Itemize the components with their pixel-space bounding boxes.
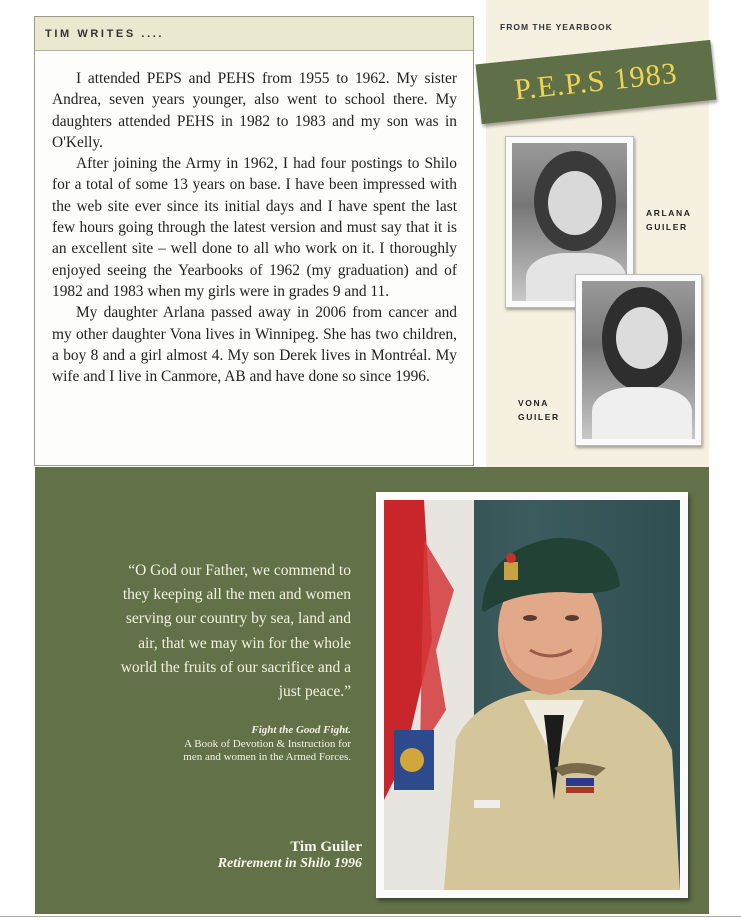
- quote-source: [75, 724, 351, 765]
- letter-paragraph-2: After joining the Army in 1962, I had four postings to Shilo for a total of some 13 years on base. I have been impressed with the web site ever since its initial days and I have spent the last few hours going through the latest version and must say that it is an excellent site – well done to all who work on it. I thoroughly enjoyed seeing the Yearbooks of 1962 (my graduation) and of 1982 and 1983 when my girls were in grades 9 and 11.: [52, 155, 457, 300]
- letter-title: TIM WRITES ....: [45, 27, 165, 40]
- caption-arlana: ARLANA GUILER: [646, 208, 692, 232]
- photo-vona-image: [582, 281, 695, 439]
- yearbook-banner: [476, 40, 717, 124]
- tribute-panel: [35, 467, 709, 914]
- yearbook-label: FROM THE YEARBOOK: [500, 22, 613, 32]
- yearbook-photo-vona: [575, 274, 702, 446]
- portrait-photo: [384, 500, 680, 890]
- letter-box: [34, 16, 474, 466]
- yearbook-sidebar: [486, 0, 709, 468]
- signature-role: Retirement in Shilo 1996: [217, 856, 362, 871]
- letter-paragraph-1: I attended PEPS and PEHS from 1955 to 1962. My sister Andrea, seven years younger, also went to school there. My daughters attended PEHS in 1982 to 1983 and my son was in O'Kelly.: [52, 70, 457, 151]
- caption-vona: VONA GUILER: [518, 398, 560, 422]
- banner-title: P.E.P.S 1983: [512, 56, 680, 107]
- letter-paragraph-3: My daughter Arlana passed away in 2006 from cancer and my other daughter Vona lives in Winnipeg. She has two children, a boy 8 and a girl almost 4. My son Derek lives in Montréal. My wife and I live in Canmore, AB and have done so since 1996.: [52, 304, 457, 386]
- portrait-frame: [376, 492, 688, 898]
- page-bottom-rule: [0, 916, 741, 917]
- signature: [155, 839, 362, 872]
- quote-source-title: Fight the Good Fight.: [251, 724, 351, 736]
- signature-name: Tim Guiler: [290, 839, 362, 855]
- letter-header: [35, 17, 473, 51]
- letter-body: [35, 51, 473, 387]
- quote-source-line-1: A Book of Devotion & Instruction for: [184, 737, 351, 750]
- portrait-illustration: [384, 500, 680, 890]
- prayer-quote: “O God our Father, we commend to they keeping all the men and women serving our country by sea, land and air, that we may win for the whole world the fruits of our sacrifice and a just peace.”: [120, 562, 351, 701]
- quote-source-line-2: men and women in the Armed Forces.: [183, 751, 351, 763]
